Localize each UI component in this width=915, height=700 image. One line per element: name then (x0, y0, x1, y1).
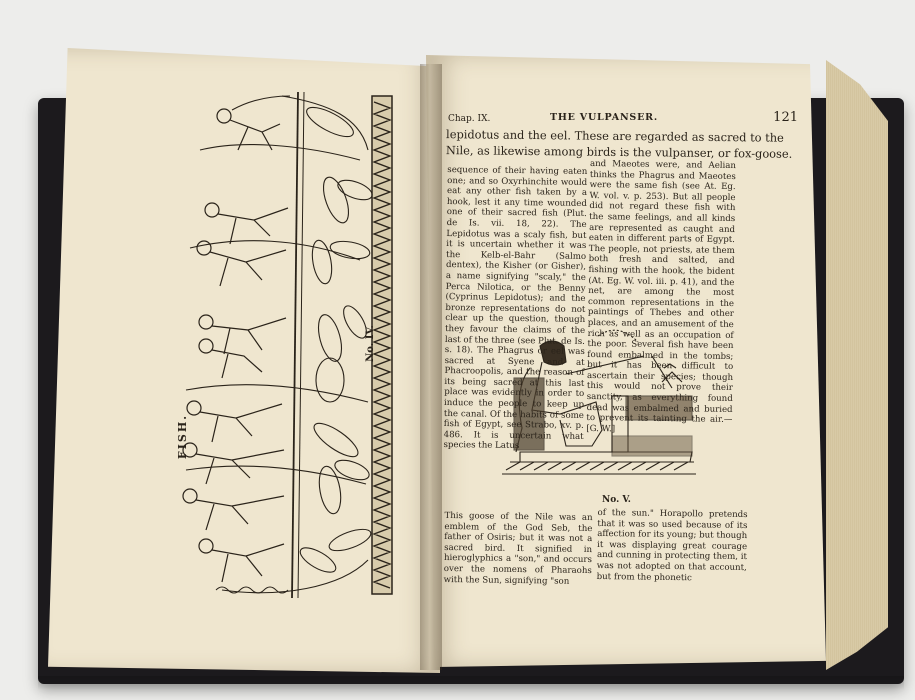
figure-v-label: No. V. (602, 495, 631, 505)
page-number: 121 (773, 110, 798, 125)
fishing-scene-engraving (183, 92, 392, 598)
note-column-right: and Maeotes were, and Aelian thinks the Phagrus and Maeotes were the same fish (see At. Eg. W. vol. v. p. 253). But all people did not regard these fish with the same feelings, and all kinds are represented as caught and eaten in different parts of Egypt. The people, not priests, ate them both fresh and salted, and fishing with the hook, the bident (At. Eg. W. vol. iii. p. 41), and the net, are among the most common representations in the paintings of Thebes and other places, and an amusement of the rich as well as an occupation of the poor. Several fish have been found embalmed in the tombs; but it has been difficult to ascertain their species; though this would not prove their sanctity, as everything found dead was embalmed and buried to prevent its tainting the air.—[G. W.] (586, 158, 737, 435)
body-paragraph: lepidotus and the eel. These are regarded as sacred to the Nile, as likewise among birds is the vulpanser, or fox-goose. (445, 127, 793, 161)
running-title: THE VULPANSER. (550, 112, 658, 123)
chapter-label: Chap. IX. (448, 114, 491, 124)
page-header (448, 112, 798, 128)
note-column-left: sequence of their having eaten one; and so Oxyrhinchite would eat any other fish taken by a hook, lest it any time wounded one of their sacred fish (Plut. de Is. vii. 18, 22). The Lepidotus was a scaly fish, but it is uncertain whether it was the Kelb-el-Bahr (Salmo dentex), the Kisher (or Gisher), a name signifying "scaly," the Perca Nilotica, or the Benny (Cyprinus Lepidotus); and the bronze representations do not clear up the question, though they favour the claims of the last of the three (see Plut. de Is. s. 18). The Phagrus or eel was sacred at Syene and at Phacroopolis, and the reason of its being sacred at this last place was evidently in order to induce the people to keep up the canal. Of the habits of some fish of Egypt, see Strabo, xv. p. 486. It is uncertain what species the Latus (443, 165, 588, 452)
footnote-column-left: This goose of the Nile was an emblem of the God Seb, the father of Osiris; but it was not a sacred bird. It signified in hieroglyphics a "son," and occurs over the nomens of Pharaohs with the Sun, signifying "son (443, 510, 593, 587)
footnote-column-right: of the sun." Horapollo pretends that it was so used because of its affection for its young; but though it was displaying great courage and cunning in protecting them, it was not adopted on that account, but from the phonetic (596, 507, 748, 583)
table-shadow (38, 676, 904, 690)
fish-figure-caption: FISH. (176, 413, 190, 460)
figure-iv-label: No. IV. (364, 325, 376, 362)
